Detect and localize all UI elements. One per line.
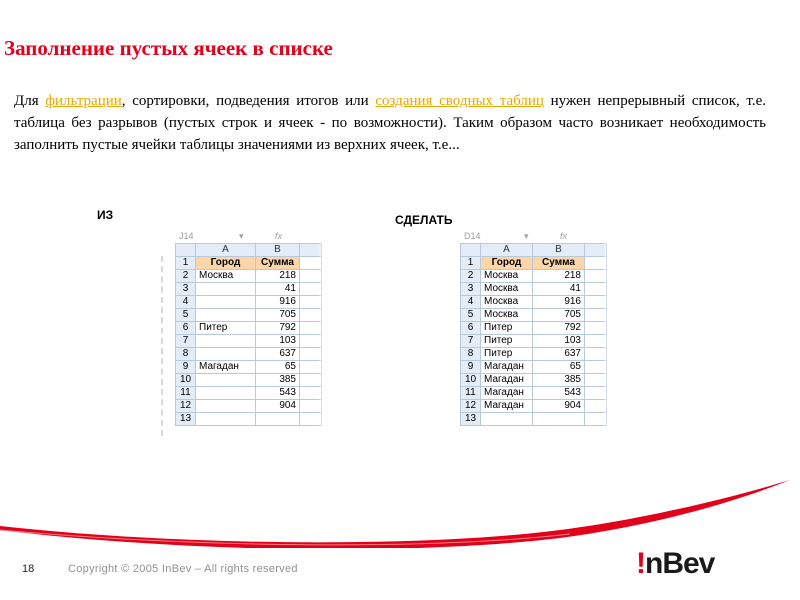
cell-city[interactable] [196,400,256,413]
cell-city[interactable] [196,283,256,296]
sheet-before [175,231,323,426]
row-number[interactable]: 1 [461,257,481,270]
cell-sum[interactable]: 103 [256,335,300,348]
cell-sum[interactable]: 385 [256,374,300,387]
cell-sum[interactable]: 41 [256,283,300,296]
cell-city[interactable]: Питер [481,322,533,335]
fx-icon: fx [560,231,568,241]
table-row [461,270,607,283]
cell-city[interactable]: Москва [196,270,256,283]
row-number[interactable]: 8 [461,348,481,361]
row-number[interactable]: 6 [461,322,481,335]
cell-sum[interactable]: 792 [256,322,300,335]
cell-sum[interactable]: 218 [533,270,585,283]
row-number[interactable]: 7 [176,335,196,348]
row-number[interactable]: 12 [461,400,481,413]
header-cell-city[interactable]: Город [481,257,533,270]
row-number[interactable]: 10 [176,374,196,387]
inbev-logo [636,547,714,581]
column-header-b[interactable]: B [533,244,585,257]
cell-sum[interactable]: 637 [533,348,585,361]
column-header-a[interactable]: A [196,244,256,257]
row-number[interactable]: 2 [176,270,196,283]
logo-wordmark: nBev [645,547,715,580]
cell-city[interactable] [196,413,256,426]
page-number: 18 [22,563,35,575]
red-swoosh-decoration [0,468,800,548]
formula-bar [460,231,608,243]
row-number[interactable]: 9 [461,361,481,374]
cell-city[interactable]: Москва [481,296,533,309]
table-row [461,387,607,400]
row-number[interactable]: 13 [176,413,196,426]
table-row [461,283,607,296]
row-number[interactable]: 4 [461,296,481,309]
cell-city[interactable]: Москва [481,270,533,283]
table-row [461,348,607,361]
sheet-edge-fade [602,231,614,426]
cell-city[interactable] [481,413,533,426]
cell-city[interactable] [196,296,256,309]
cell-city[interactable]: Магадан [481,387,533,400]
table-row [461,374,607,387]
cell-sum[interactable]: 705 [256,309,300,322]
cell-sum[interactable]: 916 [256,296,300,309]
cell-sum[interactable]: 543 [533,387,585,400]
fx-icon: fx [275,231,283,241]
cell-city[interactable]: Магадан [481,400,533,413]
logo-exclamation: ! [636,547,645,580]
cell-reference: J14 [179,231,194,241]
sheet-rows [461,244,607,426]
row-number[interactable]: 2 [461,270,481,283]
paragraph-text-1: Для [14,93,46,109]
paragraph-text-2: , сортировки, подведения итогов или [121,93,376,109]
cell-sum[interactable]: 792 [533,322,585,335]
table-row [461,400,607,413]
sheet-rows [176,244,322,426]
cell-city[interactable]: Питер [196,322,256,335]
table-row [176,335,322,348]
row-number[interactable]: 7 [461,335,481,348]
cell-sum[interactable]: 904 [256,400,300,413]
label-from: ИЗ [97,208,114,222]
row-number[interactable]: 5 [461,309,481,322]
cell-city[interactable]: Питер [481,348,533,361]
table-row [176,374,322,387]
row-number[interactable]: 6 [176,322,196,335]
cell-city[interactable]: Магадан [481,361,533,374]
table-row [176,413,322,426]
header-cell-sum[interactable]: Сумма [533,257,585,270]
dropdown-arrow-icon: ▾ [524,231,529,241]
row-number[interactable]: 11 [176,387,196,400]
table-row [461,257,607,270]
cell-sum[interactable]: 41 [533,283,585,296]
row-number[interactable]: 5 [176,309,196,322]
column-header-b[interactable]: B [256,244,300,257]
cell-sum[interactable]: 916 [533,296,585,309]
row-number[interactable]: 12 [176,400,196,413]
cell-sum[interactable]: 65 [533,361,585,374]
copyright-text: Copyright © 2005 InBev – All rights reserved [68,563,298,575]
dropdown-arrow-icon: ▾ [239,231,244,241]
cell-city[interactable]: Москва [481,309,533,322]
row-guide-dashes [161,256,167,436]
header-cell-city[interactable]: Город [196,257,256,270]
slide-title: Заполнение пустых ячеек в списке [4,36,333,60]
cell-sum[interactable]: 543 [256,387,300,400]
header-cell-sum[interactable]: Сумма [256,257,300,270]
table-row [461,296,607,309]
cell-sum[interactable]: 103 [533,335,585,348]
select-all-corner[interactable] [176,244,196,257]
column-header-row [176,244,322,257]
cell-city[interactable] [196,348,256,361]
cell-city[interactable] [196,309,256,322]
table-row [176,296,322,309]
table-row [176,270,322,283]
cell-sum[interactable]: 637 [256,348,300,361]
table-row [176,361,322,374]
table-row [176,348,322,361]
cell-sum[interactable]: 385 [533,374,585,387]
column-header-row [461,244,607,257]
row-number[interactable]: 1 [176,257,196,270]
row-number[interactable]: 9 [176,361,196,374]
cell-reference: D14 [464,231,481,241]
table-row [176,257,322,270]
cell-city[interactable]: Магадан [196,361,256,374]
sheet-edge-fade [317,231,329,426]
row-number[interactable]: 3 [176,283,196,296]
table-row [176,283,322,296]
table-row [176,309,322,322]
table-row [461,413,607,426]
row-number[interactable]: 11 [461,387,481,400]
intro-paragraph [14,90,766,156]
select-all-corner[interactable] [461,244,481,257]
row-number[interactable]: 3 [461,283,481,296]
cell-city[interactable]: Магадан [481,374,533,387]
row-number[interactable]: 4 [176,296,196,309]
cell-city[interactable] [196,335,256,348]
cell-sum[interactable] [533,413,585,426]
column-header-a[interactable]: A [481,244,533,257]
cell-sum[interactable]: 705 [533,309,585,322]
table-row [176,400,322,413]
table-row [461,309,607,322]
row-number[interactable]: 10 [461,374,481,387]
row-number[interactable]: 13 [461,413,481,426]
sheet-after [460,231,608,426]
sheet-grid [175,243,322,426]
table-row [176,322,322,335]
cell-city[interactable] [196,387,256,400]
filtering-link[interactable]: фильтрации [45,93,122,109]
label-to: СДЕЛАТЬ [395,213,453,227]
cell-city[interactable]: Москва [481,283,533,296]
cell-city[interactable] [196,374,256,387]
cell-city[interactable]: Питер [481,335,533,348]
row-number[interactable]: 8 [176,348,196,361]
cell-sum[interactable]: 65 [256,361,300,374]
cell-sum[interactable]: 904 [533,400,585,413]
table-row [176,387,322,400]
formula-bar [175,231,323,243]
table-row [461,322,607,335]
cell-sum[interactable]: 218 [256,270,300,283]
paragraph-text-3: нужен непрерывный список, т.е. таблица без разрывов (пустых строк и ячеек - по возможности). Таким образом часто возникает необходимость заполнить пустые ячейки таблицы значениями из верхних ячеек, т.е... [14,93,767,153]
table-row [461,335,607,348]
sheet-grid [460,243,607,426]
cell-sum[interactable] [256,413,300,426]
pivot-tables-link[interactable]: создания сводных таблиц [375,93,544,109]
table-row [461,361,607,374]
